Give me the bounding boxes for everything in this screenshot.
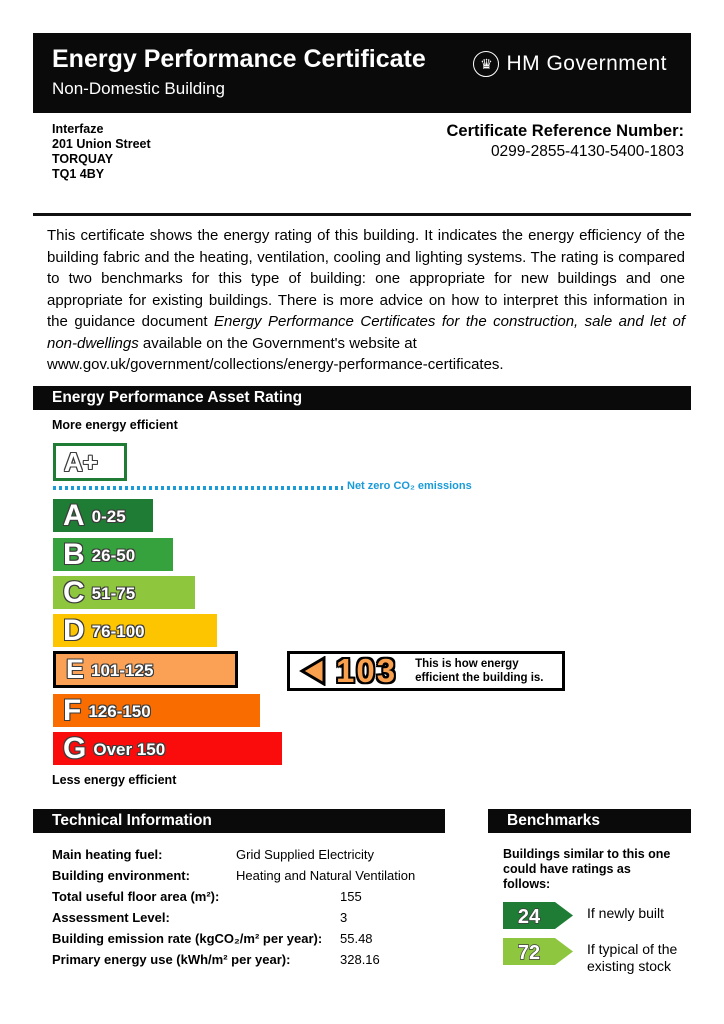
tech-row-heating-fuel	[52, 847, 445, 868]
royal-crest-icon: ♛	[473, 51, 499, 77]
tech-value: Grid Supplied Electricity	[236, 847, 374, 862]
certificate-reference-label: Certificate Reference Number:	[446, 122, 684, 140]
benchmark-newly-built	[488, 902, 691, 929]
band-c-letter: C	[63, 575, 85, 609]
band-d	[53, 614, 217, 647]
current-rating-note: This is how energy efficient the building is.	[415, 658, 544, 684]
property-address	[33, 122, 151, 213]
technical-information-section	[33, 809, 445, 975]
band-a-plus-label: A+	[64, 446, 98, 477]
band-e-range: 101-125	[91, 661, 154, 680]
current-rating-value: 103	[336, 652, 398, 689]
certificate-reference-number: 0299-2855-4130-5400-1803	[490, 143, 684, 160]
asset-rating-chart	[33, 410, 691, 796]
benchmark-existing-stock	[488, 938, 691, 975]
intro-guidance-document-title: Energy Performance Certificates for the construction, sale and let of non-dwellings	[47, 313, 685, 352]
intro-paragraph	[33, 225, 691, 373]
band-b	[53, 538, 173, 571]
band-a-range: 0-25	[91, 507, 126, 526]
tech-label: Building emission rate (kgCO₂/m² per year):	[52, 931, 323, 946]
benchmark-existing-stock-value: 72	[517, 942, 541, 964]
tech-label: Primary energy use (kWh/m² per year):	[52, 952, 291, 967]
band-a	[53, 499, 153, 532]
benchmarks-header: Benchmarks	[488, 809, 691, 833]
technical-information-header: Technical Information	[33, 809, 445, 833]
band-e-letter: E	[66, 654, 85, 684]
benchmark-newly-built-label: If newly built	[587, 905, 665, 921]
tech-row-assessment-level	[52, 910, 445, 931]
tech-row-emission-rate	[52, 931, 445, 952]
tech-value: 155	[340, 889, 362, 904]
band-f-range: 126-150	[88, 702, 151, 721]
tech-value: Heating and Natural Ventilation	[236, 868, 416, 883]
tech-row-building-environment	[52, 868, 445, 889]
band-c	[53, 576, 195, 609]
more-efficient-label: More energy efficient	[52, 418, 178, 432]
less-efficient-label: Less energy efficient	[52, 773, 177, 787]
band-c-range: 51-75	[91, 584, 136, 603]
net-zero-dotted-line	[53, 486, 343, 490]
bottom-sections	[33, 809, 691, 975]
info-row	[33, 113, 691, 213]
band-d-range: 76-100	[91, 622, 145, 641]
benchmark-existing-stock-label: If typical of the existing stock	[587, 941, 678, 974]
band-e-current	[53, 651, 238, 688]
technical-rows	[33, 847, 445, 973]
tech-row-primary-energy	[52, 952, 445, 973]
tech-label: Main heating fuel:	[52, 847, 163, 862]
property-street: 201 Union Street	[52, 137, 151, 151]
benchmark-newly-built-badge	[503, 902, 573, 929]
intro-text-2: available on the Government's website at	[138, 334, 417, 352]
band-a-letter: A	[63, 498, 85, 532]
band-b-letter: B	[63, 537, 85, 571]
left-arrow-icon	[298, 656, 326, 686]
band-g-letter: G	[63, 731, 87, 765]
tech-label: Building environment:	[52, 868, 190, 883]
page-title: Energy Performance Certificate	[52, 45, 426, 73]
band-d-letter: D	[63, 613, 85, 647]
band-a-plus	[53, 443, 127, 481]
band-f-letter: F	[63, 693, 82, 727]
benchmarks-description: Buildings similar to this one could have ratings as follows:	[503, 847, 671, 891]
horizontal-rule	[33, 213, 691, 216]
property-town: TORQUAY	[52, 152, 114, 166]
net-zero-label: Net zero CO₂ emissions	[347, 480, 472, 492]
current-rating-indicator	[287, 651, 565, 691]
band-b-range: 26-50	[91, 546, 136, 565]
header-bar	[33, 33, 691, 113]
tech-label: Total useful floor area (m²):	[52, 889, 220, 904]
tech-value: 3	[340, 910, 348, 925]
benchmark-existing-stock-badge	[503, 938, 573, 965]
tech-label: Assessment Level:	[52, 910, 170, 925]
asset-rating-section-header: Energy Performance Asset Rating	[33, 386, 691, 410]
benchmark-newly-built-value: 24	[517, 906, 541, 928]
tech-row-floor-area	[52, 889, 445, 910]
benchmarks-section	[488, 809, 691, 975]
band-f	[53, 694, 260, 727]
tech-value: 328.16	[340, 952, 380, 967]
gov-website-url: www.gov.uk/government/collections/energy-performance-certificates.	[47, 356, 504, 373]
hm-government-label: HM Government	[506, 52, 667, 75]
band-g	[53, 732, 282, 765]
property-postcode: TQ1 4BY	[52, 167, 105, 181]
hm-government-logo	[473, 51, 667, 77]
property-name: Interfaze	[52, 122, 104, 136]
header-titles	[52, 45, 426, 99]
intro-text-1: This certificate shows the energy rating of this building. It indicates the energy efficiency of the building fabric and the heating, ventilation, cooling and lighting systems. The rating is compared to two benchmarks for this type of building: one appropriate for new buildings and one appropriate for existing buildings. There is more advice on how to interpret this information in the guidance document	[47, 227, 685, 330]
tech-value: 55.48	[340, 931, 373, 946]
certificate-reference	[447, 122, 692, 213]
page-subtitle: Non-Domestic Building	[52, 79, 225, 98]
band-g-range: Over 150	[93, 740, 166, 759]
content	[33, 33, 691, 975]
